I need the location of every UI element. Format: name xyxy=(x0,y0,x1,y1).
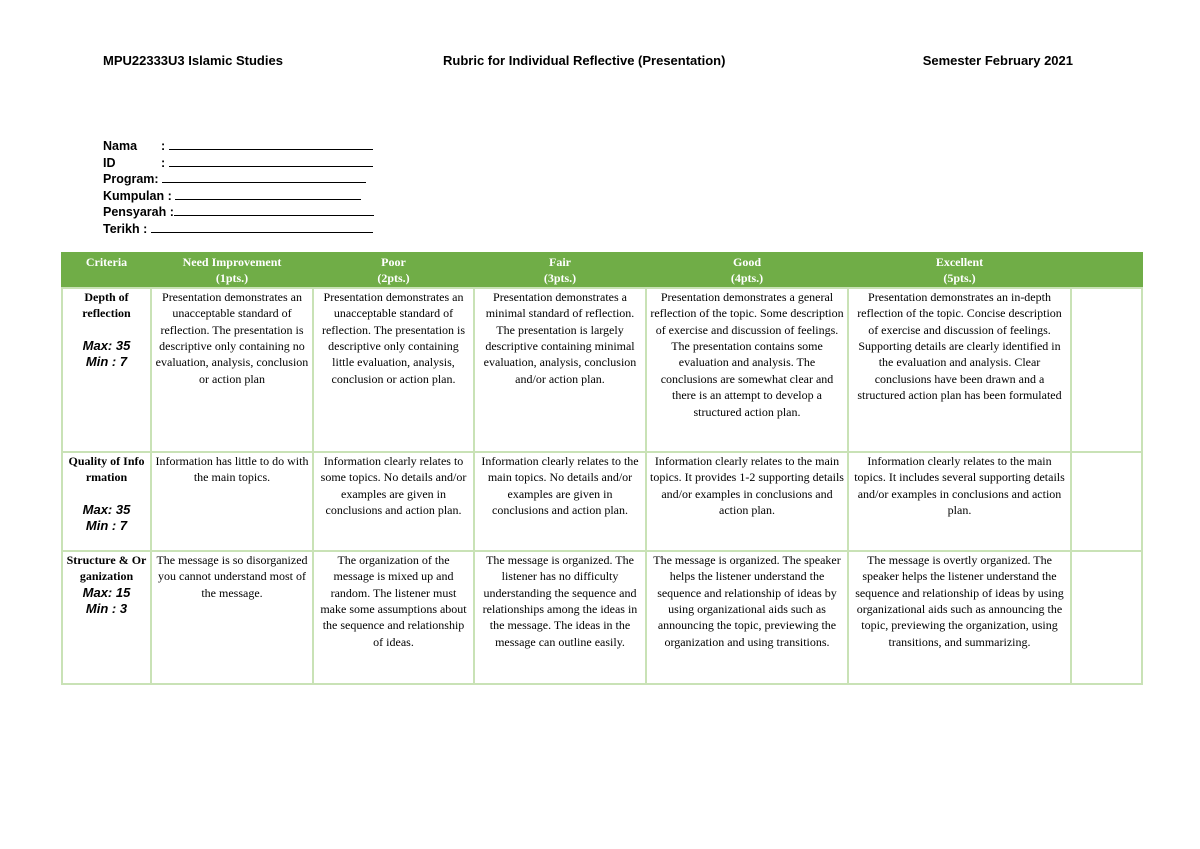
program-field[interactable] xyxy=(162,170,366,183)
column-label: Excellent xyxy=(935,255,984,269)
score-cell[interactable] xyxy=(1071,551,1142,684)
form-separator: : xyxy=(143,221,148,236)
form-row-kumpulan xyxy=(103,187,374,204)
table-header-row xyxy=(62,253,1142,288)
rubric-cell: Information clearly relates to the main topics. No details and/or examples are given in conclusions and action plan. xyxy=(474,452,646,551)
rubric-cell: Presentation demonstrates an in-depth reflection of the topic. Concise description of exercise and discussion of feelings. Supporting details are clearly identified in the evaluation and analysis. Clear conclusions have been drawn and a structured action plan has been formulated xyxy=(848,288,1071,452)
max-score: Max: 35 xyxy=(82,338,131,354)
kumpulan-field[interactable] xyxy=(175,187,361,200)
column-points: (3pts.) xyxy=(543,271,577,286)
form-separator: : xyxy=(167,188,172,203)
rubric-cell: The message is so disorganized you cannot understand most of the message. xyxy=(151,551,313,684)
table-row xyxy=(62,288,1142,452)
column-label: Poor xyxy=(381,255,406,269)
table-row xyxy=(62,551,1142,684)
criterion-cell xyxy=(62,452,151,551)
form-separator: : xyxy=(169,205,174,219)
column-points: (4pts.) xyxy=(730,271,764,286)
criterion-cell xyxy=(62,551,151,684)
column-points: (1pts.) xyxy=(215,271,249,286)
column-label: Good xyxy=(732,255,761,269)
score-cell[interactable] xyxy=(1071,452,1142,551)
table-row xyxy=(62,452,1142,551)
max-score: Max: 15 xyxy=(82,584,131,600)
semester-label: Semester February 2021 xyxy=(922,53,1073,68)
form-separator: : xyxy=(161,139,166,153)
form-label: Nama xyxy=(103,139,138,153)
column-header-fair xyxy=(474,253,646,288)
form-separator: : xyxy=(161,155,166,170)
min-score: Min : 3 xyxy=(85,601,128,617)
criterion-name: Quality of Information xyxy=(68,453,145,485)
column-label: Fair xyxy=(549,255,571,269)
column-label: Criteria xyxy=(85,255,128,269)
form-row-program xyxy=(103,170,374,187)
form-label: Program xyxy=(103,172,155,186)
rubric-cell: Information clearly relates to the main topics. It provides 1-2 supporting details and/or examples in conclusions and action plan. xyxy=(646,452,848,551)
rubric-cell: Information has little to do with the main topics. xyxy=(151,452,313,551)
form-row-pensyarah xyxy=(103,203,374,220)
id-field[interactable] xyxy=(169,154,373,167)
rubric-table xyxy=(61,252,1143,685)
form-label: Terikh xyxy=(103,221,140,236)
column-header-good xyxy=(646,253,848,288)
column-header-excellent xyxy=(848,253,1071,288)
pensyarah-field[interactable] xyxy=(174,203,374,216)
terikh-field[interactable] xyxy=(151,220,373,233)
rubric-cell: Information clearly relates to some topics. No details and/or examples are given in conclusions and action plan. xyxy=(313,452,474,551)
form-label: ID xyxy=(103,155,116,170)
column-points: (5pts.) xyxy=(943,271,976,286)
min-score: Min : 7 xyxy=(85,518,128,534)
form-separator: : xyxy=(154,172,159,186)
rubric-cell: Presentation demonstrates a minimal standard of reflection. The presentation is largely descriptive containing minimal evaluation, analysis, conclusion and/or action plan. xyxy=(474,288,646,452)
criterion-cell xyxy=(62,288,151,452)
min-score: Min : 7 xyxy=(85,354,128,370)
column-header-score xyxy=(1071,253,1142,288)
column-label: Need Improvement xyxy=(182,255,282,269)
spacer xyxy=(66,322,147,338)
form-row-id xyxy=(103,154,374,171)
criterion-name: Depth of reflection xyxy=(82,289,131,321)
criterion-name: Structure & Organization xyxy=(66,552,147,584)
rubric-cell: The message is overtly organized. The speaker helps the listener understand the sequence and relationship of ideas by using organizational aids such as announcing the topic, previewing the organization, using transitions, and summarizing. xyxy=(848,551,1071,684)
course-title: MPU22333U3 Islamic Studies xyxy=(103,53,283,68)
spacer xyxy=(66,486,147,502)
form-label: Kumpulan xyxy=(103,188,165,203)
document-title: Rubric for Individual Reflective (Presentation) xyxy=(443,53,726,68)
rubric-cell: Presentation demonstrates an unacceptable standard of reflection. The presentation is descriptive only containing little evaluation, analysis, conclusion or action plan. xyxy=(313,288,474,452)
rubric-cell: Presentation demonstrates a general reflection of the topic. Some description of exercise and discussion of feelings. The presentation contains some evaluation and analysis. The conclusions are somewhat clear and there is an attempt to develop a structured action plan. xyxy=(646,288,848,452)
column-header-criteria xyxy=(62,253,151,288)
score-cell[interactable] xyxy=(1071,288,1142,452)
nama-field[interactable] xyxy=(169,137,373,150)
max-score: Max: 35 xyxy=(82,502,131,518)
rubric-cell: The organization of the message is mixed up and random. The listener must make some assumptions about the sequence and relationship of ideas. xyxy=(313,551,474,684)
rubric-cell: The message is organized. The speaker helps the listener understand the sequence and relationship of ideas by using organizational aids such as announcing the topic, previewing the organization and using transitions. xyxy=(646,551,848,684)
column-header-poor xyxy=(313,253,474,288)
form-row-terikh xyxy=(103,220,374,237)
form-label: Pensyarah xyxy=(103,205,167,219)
rubric-cell: Information clearly relates to the main topics. It includes several supporting details and/or examples in conclusions and action plan. xyxy=(848,452,1071,551)
column-points: (2pts.) xyxy=(377,271,410,286)
rubric-cell: Presentation demonstrates an unacceptable standard of reflection. The presentation is descriptive only containing no evaluation, analysis, conclusion or action plan xyxy=(151,288,313,452)
student-info-form xyxy=(103,137,374,236)
column-header-need-improvement xyxy=(151,253,313,288)
rubric-cell: The message is organized. The listener has no difficulty understanding the sequence and relationships among the ideas in the message. The ideas in the message can outline easily. xyxy=(474,551,646,684)
form-row-nama xyxy=(103,137,374,154)
